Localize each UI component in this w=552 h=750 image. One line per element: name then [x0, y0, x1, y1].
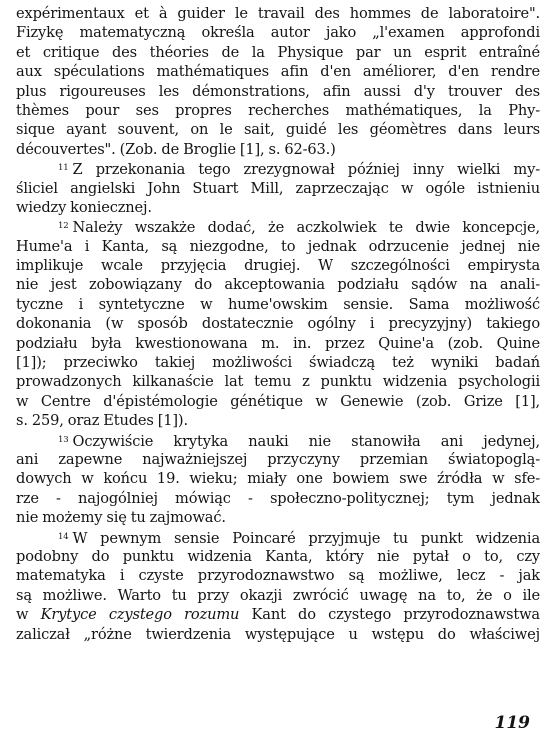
footnote-marker: 11 — [58, 163, 69, 174]
footnote-marker: 14 — [58, 531, 69, 542]
text-line: ani zapewne najważniejszej przyczyny przemian światopoglą- — [16, 450, 540, 468]
footnote-14 — [16, 528, 540, 644]
footnote-marker: 12 — [58, 221, 69, 232]
paragraph-continuation — [16, 4, 540, 159]
page-number: 119 — [494, 713, 530, 733]
text-line-content: Z przekonania tego zrezygnował później inny wielki my- — [72, 161, 540, 179]
text-line: w Centre d'épistémologie génétique w Genewie (zob. Grize [1], — [16, 392, 540, 410]
text-line-content: Należy wszakże dodać, że aczkolwiek te dwie koncepcje, — [72, 219, 540, 237]
text-segment: w — [16, 606, 41, 624]
text-line: dowych w końcu 19. wieku; miały one bowiem swe źródła w sfe- — [16, 470, 540, 488]
text-line: Fizykę matematyczną określa autor jako „l'examen approfondi — [16, 24, 540, 42]
footnote-13 — [16, 431, 540, 528]
text-line: dokonania (w sposób dostatecznie ogólny i precyzyjny) takiego — [16, 315, 540, 333]
text-line: aux spéculations mathématiques afin d'en améliorer, d'en rendre — [16, 63, 540, 81]
text-line: nie jest zobowiązany do akceptowania podziału sądów na anali- — [16, 276, 540, 294]
footnote-11 — [16, 159, 540, 217]
text-line: thèmes pour ses propres recherches mathématiques, la Phy- — [16, 101, 540, 119]
text-line: [1]); przeciwko takiej możliwości świadczą też wyniki badań — [16, 354, 540, 372]
text-line-content: Oczywiście krytyka nauki nie stanowiła ani jedynej, — [72, 432, 540, 450]
text-line-with-italic — [16, 605, 540, 624]
text-line: implikuje wcale przyjęcia drugiej. W szczególności empirysta — [16, 257, 540, 275]
text-line: plus rigoureuses les démonstrations, afin aussi d'y trouver des — [16, 82, 540, 100]
text-line-first — [16, 217, 540, 236]
text-line: et critique des théories de la Physique par un esprit entraîné — [16, 43, 540, 61]
text-line: wiedzy koniecznej. — [16, 198, 152, 216]
text-line: prowadzonych kilkanaście lat temu z punktu widzenia psychologii — [16, 373, 540, 391]
text-line: tyczne i syntetyczne w hume'owskim sensie. Sama możliwość — [16, 295, 540, 313]
text-segment: Kant do czystego przyrodoznawstwa — [239, 606, 540, 624]
text-line: découvertes". (Zob. de Broglie [1], s. 62-63.) — [16, 140, 336, 158]
text-line: Hume'a i Kanta, są niezgodne, to jednak odrzucenie jednej nie — [16, 237, 540, 255]
text-line-first — [16, 528, 540, 547]
text-line-first — [16, 431, 540, 450]
text-line-content: W pewnym sensie Poincaré przyjmuje tu punkt widzenia — [72, 529, 540, 547]
book-title-italic: Krytyce czystego rozumu — [40, 606, 240, 624]
footnote-marker: 13 — [58, 434, 69, 445]
document-page — [16, 4, 540, 644]
text-line: podobny do punktu widzenia Kanta, który nie pytał o to, czy — [16, 547, 540, 565]
text-line: są możliwe. Warto tu przy okazji zwrócić uwagę na to, że o ile — [16, 586, 540, 604]
text-line: zaliczał „różne twierdzenia występujące u wstępu do właściwej — [16, 625, 540, 643]
text-line: expérimentaux et à guider le travail des hommes de laboratoire". — [16, 5, 540, 22]
text-line: rze - najogólniej mówiąc - społeczno-politycznej; tym jednak — [16, 489, 540, 507]
text-line: sique ayant souvent, on le sait, guidé les géomètres dans leurs — [16, 121, 540, 139]
text-line: matematyka i czyste przyrodoznawstwo są możliwe, lecz - jak — [16, 567, 540, 585]
text-line: nie możemy się tu zajmować. — [16, 509, 226, 527]
footnote-12 — [16, 217, 540, 430]
text-line: podziału była kwestionowana m. in. przez Quine'a (zob. Quine — [16, 334, 540, 352]
text-line: śliciel angielski John Stuart Mill, zaprzeczając w ogóle istnieniu — [16, 179, 540, 197]
text-line: s. 259, oraz Etudes [1]). — [16, 412, 188, 430]
text-line-first — [16, 159, 540, 178]
